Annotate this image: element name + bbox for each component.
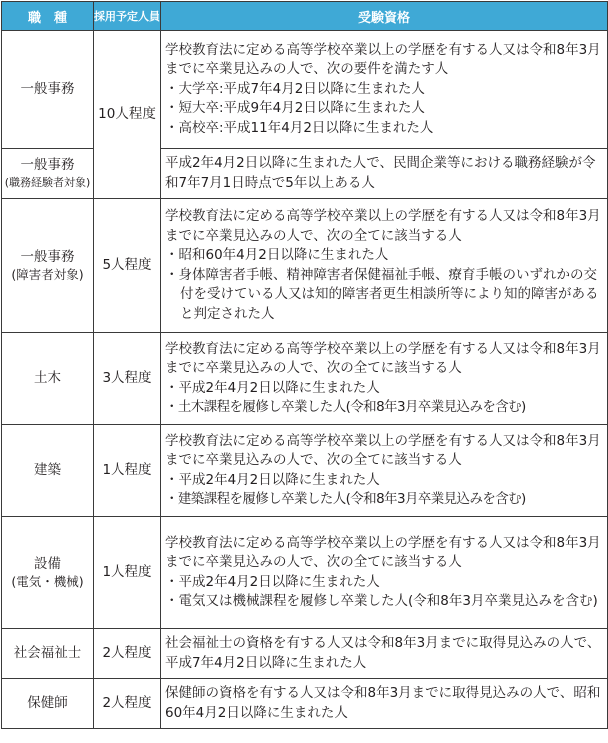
table-row (2, 31, 608, 149)
qualification-text: 社会福祉士の資格を有する人又は令和8年3月までに取得見込みの人で、平成7年4月2日以降に生まれた人 (165, 635, 601, 671)
qualification-cell (161, 199, 608, 333)
job-name: 一般事務 (20, 248, 75, 265)
qualification-bullet: ・平成2年4月2日以降に生まれた人 (165, 573, 380, 590)
table-row (2, 199, 608, 333)
qualification-text: 学校教育法に定める高等学校卒業以上の学歴を有する人又は令和8年3月までに卒業見込みの人で、次の全てに該当する人 (165, 340, 601, 376)
count-cell (94, 629, 161, 679)
job-name: 建築 (34, 461, 61, 478)
header-job: 職 種 (2, 2, 94, 31)
job-subtitle: (電気・機械) (11, 574, 84, 590)
count-value: 5人程度 (102, 256, 152, 273)
qualification-cell (161, 629, 608, 679)
qualification-bullet: ・昭和60年4月2日以降に生まれた人 (165, 247, 389, 263)
table-row (2, 517, 608, 629)
job-subtitle: (障害者対象) (11, 267, 84, 283)
count-value: 2人程度 (102, 644, 152, 661)
qualification-bullet: ・身体障害者手帳、精神障害者保健福祉手帳、療育手帳のいずれかの交付を受けている人又は知的障害者更生相談所等により知的障害があると判定された人 (165, 266, 599, 322)
count-value: 3人程度 (102, 369, 152, 386)
count-cell (94, 425, 161, 517)
job-cell (2, 679, 94, 729)
job-name: 設備 (34, 555, 61, 572)
table-header-row (2, 2, 608, 31)
qualification-text: 学校教育法に定める高等学校卒業以上の学歴を有する人又は令和8年3月までに卒業見込みの人で、次の全てに該当する人 (165, 534, 601, 570)
qualification-bullet: ・短大卒:平成9年4月2日以降に生まれた人 (165, 100, 425, 117)
table-row (2, 679, 608, 729)
job-name: 一般事務 (20, 80, 75, 97)
qualification-bullet: ・大学卒:平成7年4月2日以降に生まれた人 (165, 80, 425, 97)
job-name: 保健師 (27, 694, 68, 711)
table-row (2, 629, 608, 679)
qualification-cell (161, 149, 608, 199)
count-value: 1人程度 (102, 563, 152, 580)
qualification-bullet: ・電気又は機械課程を履修し卒業した人(令和8年3月卒業見込みを含む) (165, 593, 598, 609)
table-row (2, 333, 608, 425)
count-cell (94, 517, 161, 629)
qualification-cell (161, 425, 608, 517)
header-count: 採用予定人員 (94, 2, 161, 31)
job-name: 土木 (34, 369, 61, 386)
job-name: 一般事務 (20, 156, 75, 173)
count-cell (94, 333, 161, 425)
job-cell (2, 199, 94, 333)
qualification-text: 平成2年4月2日以降に生まれた人で、民間企業等における職務経験が令和7年7月1日時点で5年以上ある人 (165, 155, 596, 191)
recruitment-table (1, 1, 608, 729)
qualification-cell (161, 31, 608, 149)
qualification-bullet: ・平成2年4月2日以降に生まれた人 (165, 379, 380, 396)
header-qualification: 受験資格 (161, 2, 608, 31)
qualification-text: 学校教育法に定める高等学校卒業以上の学歴を有する人又は令和8年3月までに卒業見込みの人で、次の全てに該当する人 (165, 208, 601, 244)
qualification-bullet: ・建築課程を履修し卒業した人(令和8年3月卒業見込みを含む) (165, 491, 526, 507)
job-name: 社会福祉士 (13, 644, 82, 661)
count-value: 10人程度 (98, 105, 156, 122)
job-cell (2, 425, 94, 517)
qualification-cell (161, 333, 608, 425)
job-cell (2, 629, 94, 679)
qualification-cell (161, 517, 608, 629)
count-value: 2人程度 (102, 694, 152, 711)
qualification-bullet: ・高校卒:平成11年4月2日以降に生まれた人 (165, 119, 434, 136)
count-cell (94, 31, 161, 199)
table-row (2, 149, 608, 199)
qualification-bullet: ・土木課程を履修し卒業した人(令和8年3月卒業見込みを含む) (165, 399, 526, 415)
job-cell (2, 517, 94, 629)
qualification-text: 学校教育法に定める高等学校卒業以上の学歴を有する人又は令和8年3月までに卒業見込みの人で、次の要件を満たす人 (165, 41, 601, 78)
job-subtitle: (職務経験者対象) (4, 176, 91, 190)
qualification-cell (161, 679, 608, 729)
job-cell (2, 149, 94, 199)
qualification-bullet: ・平成2年4月2日以降に生まれた人 (165, 471, 380, 488)
count-cell (94, 679, 161, 729)
job-cell (2, 333, 94, 425)
qualification-text: 学校教育法に定める高等学校卒業以上の学歴を有する人又は令和8年3月までに卒業見込みの人で、次の全てに該当する人 (165, 432, 601, 468)
qualification-text: 保健師の資格を有する人又は令和8年3月までに取得見込みの人で、昭和60年4月2日以降に生まれた人 (165, 685, 601, 721)
table-row (2, 425, 608, 517)
job-cell (2, 31, 94, 149)
count-value: 1人程度 (102, 461, 152, 478)
count-cell (94, 199, 161, 333)
